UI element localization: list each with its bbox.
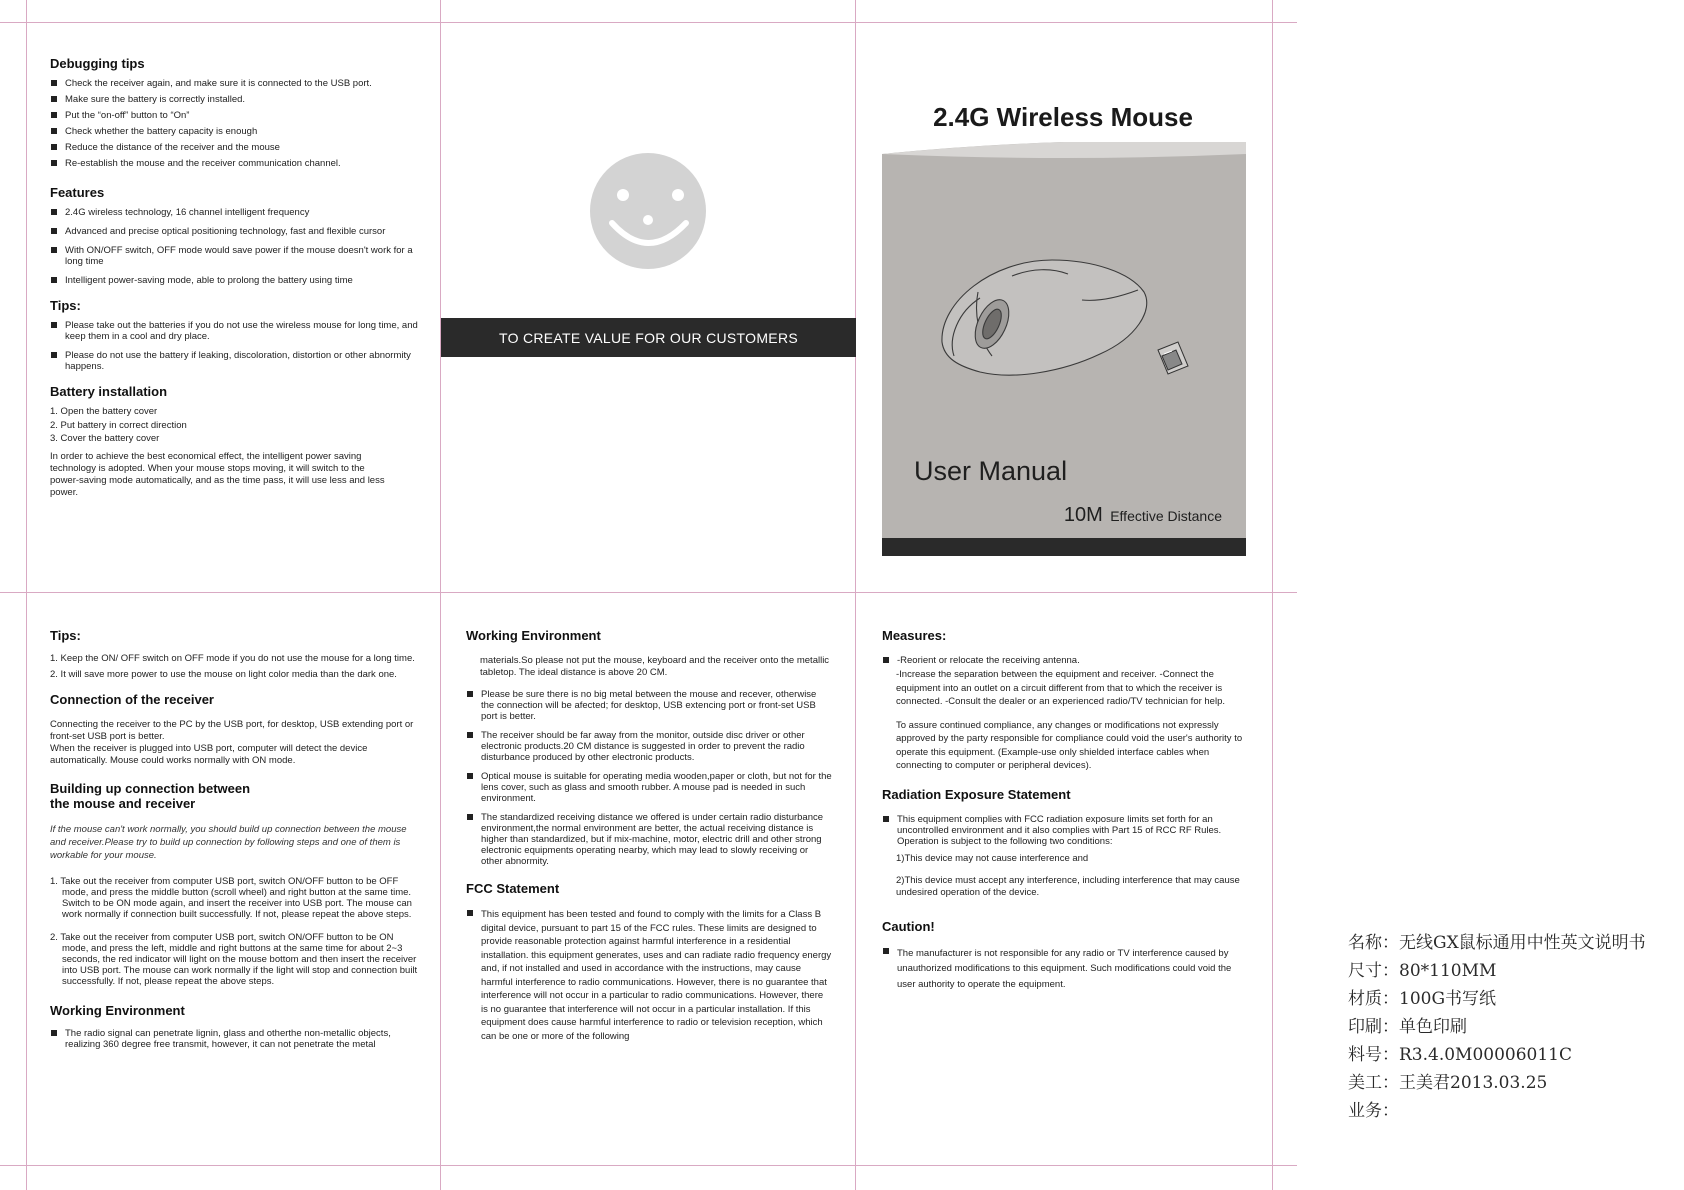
caution-list	[882, 946, 1248, 993]
list-item: This equipment complies with FCC radiation exposure limits set forth for an uncontrolled environment and it also complies with Part 15 of RCC RF Rules. Operation is subject to the following two conditions:	[882, 814, 1248, 847]
tips-list	[50, 320, 420, 372]
list-item: The manufacturer is not responsible for any radio or TV interference caused by unauthorized modifications to this equipment. Such modifications could void the user authority to operate the equipment.	[882, 946, 1248, 993]
list-item: 2.4G wireless technology, 16 channel intelligent frequency	[50, 207, 420, 218]
work-env-title: Working Environment	[50, 1003, 185, 1018]
work-env-title-2: Working Environment	[466, 628, 601, 643]
measures-text: -Increase the separation between the equipment and receiver. -Connect the equipment into an outlet on a circuit different from that to which the receiver is connected. -Consult the dealer or an experienced radio/TV technician for help.	[896, 669, 1226, 707]
connection-text: When the receiver is plugged into USB port, computer will detect the device automatically. Mouse could works normally with ON mode.	[50, 743, 368, 766]
fold-guide	[1272, 0, 1273, 1190]
list-item: Optical mouse is suitable for operating media wooden,paper or cloth, but not for the lens cover, such as glass and smooth rubber. A mouse pad is needed in such environment.	[466, 771, 832, 804]
list-item: Check whether the battery capacity is enough	[50, 126, 420, 137]
list-item: Reduce the distance of the receiver and the mouse	[50, 142, 420, 153]
features-title: Features	[50, 185, 105, 200]
receiver-illustration	[1158, 342, 1188, 374]
list-item: Re-establish the mouse and the receiver communication channel.	[50, 158, 420, 169]
smiley-logo	[590, 153, 706, 269]
spec-row	[1348, 1040, 1682, 1068]
work-env-cont: materials.So please not put the mouse, keyboard and the receiver onto the metallic tabletop. The ideal distance is above 20 CM.	[480, 655, 830, 678]
radiation-title: Radiation Exposure Statement	[882, 786, 1071, 802]
fold-guide	[855, 0, 856, 1190]
list-item: 2. Put battery in correct direction	[50, 419, 187, 431]
cover-panel	[882, 142, 1246, 556]
spec-row	[1348, 984, 1682, 1012]
spec-block	[1348, 928, 1682, 1124]
list-item: 2. Take out the receiver from computer USB port, switch ON/OFF button to be ON mode, and press the left, middle and right buttons at the same time for about 2~3 seconds, the red indicator will light on the mouse bottom and then insert the receiver into USB port. The mouse can work normally if the light will stop and connection built successfully. If not, please repeat the above steps.	[50, 932, 418, 987]
list-item: -Reorient or relocate the receiving antenna.	[882, 655, 1248, 666]
slogan-text: TO CREATE VALUE FOR OUR CUSTOMERS	[498, 329, 798, 346]
connection-title: Connection of the receiver	[50, 692, 214, 707]
spec-row	[1348, 928, 1682, 956]
list-item: Make sure the battery is correctly installed.	[50, 94, 420, 105]
battery-steps	[50, 406, 420, 445]
radiation-list	[882, 814, 1248, 847]
list-item: Check the receiver again, and make sure it is connected to the USB port.	[50, 78, 420, 89]
list-item: Please be sure there is no big metal between the mouse and recever, otherwise the connection will be afected; for desktop, USB extencing port or front-set USB port is better.	[466, 689, 832, 722]
product-title: 2.4G Wireless Mouse	[933, 102, 1193, 132]
building-steps	[50, 876, 420, 987]
tips-title-2: Tips:	[50, 628, 81, 643]
panel-work-env-fcc	[466, 628, 832, 1053]
panel-tips-connection	[50, 628, 420, 1060]
spec-row	[1348, 1012, 1682, 1040]
radiation-condition: 1)This device may not cause interference and	[896, 852, 1089, 864]
cover-artwork	[882, 142, 1246, 556]
fold-guide	[26, 0, 27, 1190]
manual-title: User Manual	[914, 456, 1068, 486]
mouse-illustration	[942, 260, 1147, 375]
list-item: Intelligent power-saving mode, able to prolong the battery using time	[50, 275, 420, 286]
measures-text: To assure continued compliance, any changes or modifications not expressly approved by the party responsible for compliance could void the user's authority to operate this equipment. (Example-use only shielded interface cables when connecting to computer or peripheral devices).	[896, 719, 1243, 771]
fcc-list	[466, 908, 832, 1043]
spec-label: 美工：	[1348, 1073, 1399, 1093]
distance-line	[1064, 504, 1222, 527]
spec-value: 100G书写纸	[1399, 989, 1497, 1009]
features-list	[50, 207, 420, 286]
list-item: Put the “on-off” button to “On”	[50, 110, 420, 121]
building-title: Building up connection between	[50, 781, 251, 796]
distance-value: 10M	[1063, 504, 1103, 526]
fcc-title: FCC Statement	[466, 881, 560, 896]
list-item: 1. Open the battery cover	[50, 406, 158, 417]
measures-list	[882, 655, 1248, 666]
list-item: 2. It will save more power to use the mouse on light color media than the dark one.	[50, 668, 397, 680]
list-item: This equipment has been tested and found to comply with the limits for a Class B digital device, pursuant to part 15 of the FCC rules. These limits are designed to provide reasonable protection against harmful interference in a residential installation. this equipment generates, uses and can radiate radio frequency energy and, if not installed and used in accordance with the instructions, may cause harmful interference to radio communications. However, there is no guarantee that interference will not occur in a particular to radio communications. However, there is no guarantee that interference will not occur in a particular installation. If this equipment does cause harmful interference to radio or television reception, which can be one or more of the following	[466, 908, 832, 1043]
spec-value: R3.4.0M00006011C	[1399, 1045, 1572, 1065]
battery-title: Battery installation	[50, 384, 168, 399]
spec-label: 尺寸：	[1348, 961, 1399, 981]
work-env-list-2	[466, 689, 832, 867]
list-item: 1. Take out the receiver from computer USB port, switch ON/OFF button to be OFF mode, and press the middle button (scroll wheel) and right button at the same time. Switch to be ON mode again, and insert the receiver into USB port. The mouse can work normally if connection built successfully. If not, please repeat the above steps.	[50, 876, 412, 920]
fold-guide	[0, 22, 1297, 23]
spec-label: 业务：	[1348, 1101, 1399, 1121]
spec-value: 无线GX鼠标通用中性英文说明书	[1399, 933, 1646, 953]
list-item: Advanced and precise optical positioning technology, fast and flexible cursor	[50, 226, 420, 237]
list-item: With ON/OFF switch, OFF mode would save power if the mouse doesn't work for a long time	[50, 245, 420, 267]
spec-label: 名称：	[1348, 933, 1399, 953]
fold-guide	[440, 0, 441, 1190]
measures-title: Measures:	[882, 628, 947, 643]
panel-debugging	[50, 56, 420, 507]
spec-row	[1348, 1068, 1682, 1096]
spec-row	[1348, 956, 1682, 984]
spec-label: 料号：	[1348, 1045, 1399, 1065]
spec-value: 80*110MM	[1399, 961, 1497, 981]
list-item: Please take out the batteries if you do not use the wireless mouse for long time, and keep them in a cool and dry place.	[50, 320, 420, 342]
debugging-title: Debugging tips	[50, 56, 145, 71]
radiation-condition: 2)This device must accept any interference, including interference that may cause undesired operation of the device.	[896, 874, 1240, 898]
fold-guide	[0, 592, 1297, 593]
connection-text: Connecting the receiver to the PC by the USB port, for desktop, USB extending port or front-set USB port is better.	[50, 719, 414, 742]
list-item: Please do not use the battery if leaking, discoloration, distortion or other abnormity happens.	[50, 350, 420, 372]
tips-title: Tips:	[50, 298, 81, 313]
tips-list-2	[50, 653, 420, 680]
spec-label: 印刷：	[1348, 1017, 1399, 1037]
distance-label: Effective Distance	[1110, 508, 1222, 524]
list-item: The standardized receiving distance we offered is under certain radio disturbance environment,the normal environment are better, the actual receiving distance is higher than standardized, but if mix-machine, motor, electric drill and other strong electronic equipments operating nearby, which may lead to slowly receiving or other abnormity.	[466, 812, 832, 867]
panel-measures	[882, 628, 1248, 1002]
spec-label: 材质：	[1348, 989, 1399, 1009]
caution-title: Caution!	[882, 918, 935, 934]
building-title: the mouse and receiver	[50, 796, 196, 811]
cover-footer-bar	[882, 538, 1246, 556]
building-intro: If the mouse can't work normally, you should build up connection between the mouse and receiver.Please try to build up connection by following steps and one of them is workable for your mouse.	[50, 824, 407, 861]
battery-text: In order to achieve the best economical effect, the intelligent power saving technology is adopted. When your mouse stops moving, it will switch to the power-saving mode automatically, and as the time pass, it will use less and less power.	[50, 450, 385, 498]
spec-value: 单色印刷	[1399, 1017, 1467, 1037]
slogan-banner	[441, 318, 856, 357]
list-item: 1. Keep the ON/ OFF switch on OFF mode if you do not use the mouse for a long time.	[50, 653, 415, 664]
fold-guide	[0, 1165, 1297, 1166]
debugging-list	[50, 78, 420, 169]
spec-value: 王美君2013.03.25	[1399, 1073, 1548, 1093]
list-item: The receiver should be far away from the monitor, outside disc driver or other electronic products.20 CM distance is suggested in order to prevent the radio disturbance produced by other electronic products.	[466, 730, 832, 763]
list-item: The radio signal can penetrate lignin, glass and otherthe non-metallic objects, realizing 360 degree free transmit, however, it can not penetrate the metal	[50, 1028, 420, 1050]
list-item: 3. Cover the battery cover	[50, 433, 160, 444]
work-env-list	[50, 1028, 420, 1050]
spec-row	[1348, 1096, 1682, 1124]
